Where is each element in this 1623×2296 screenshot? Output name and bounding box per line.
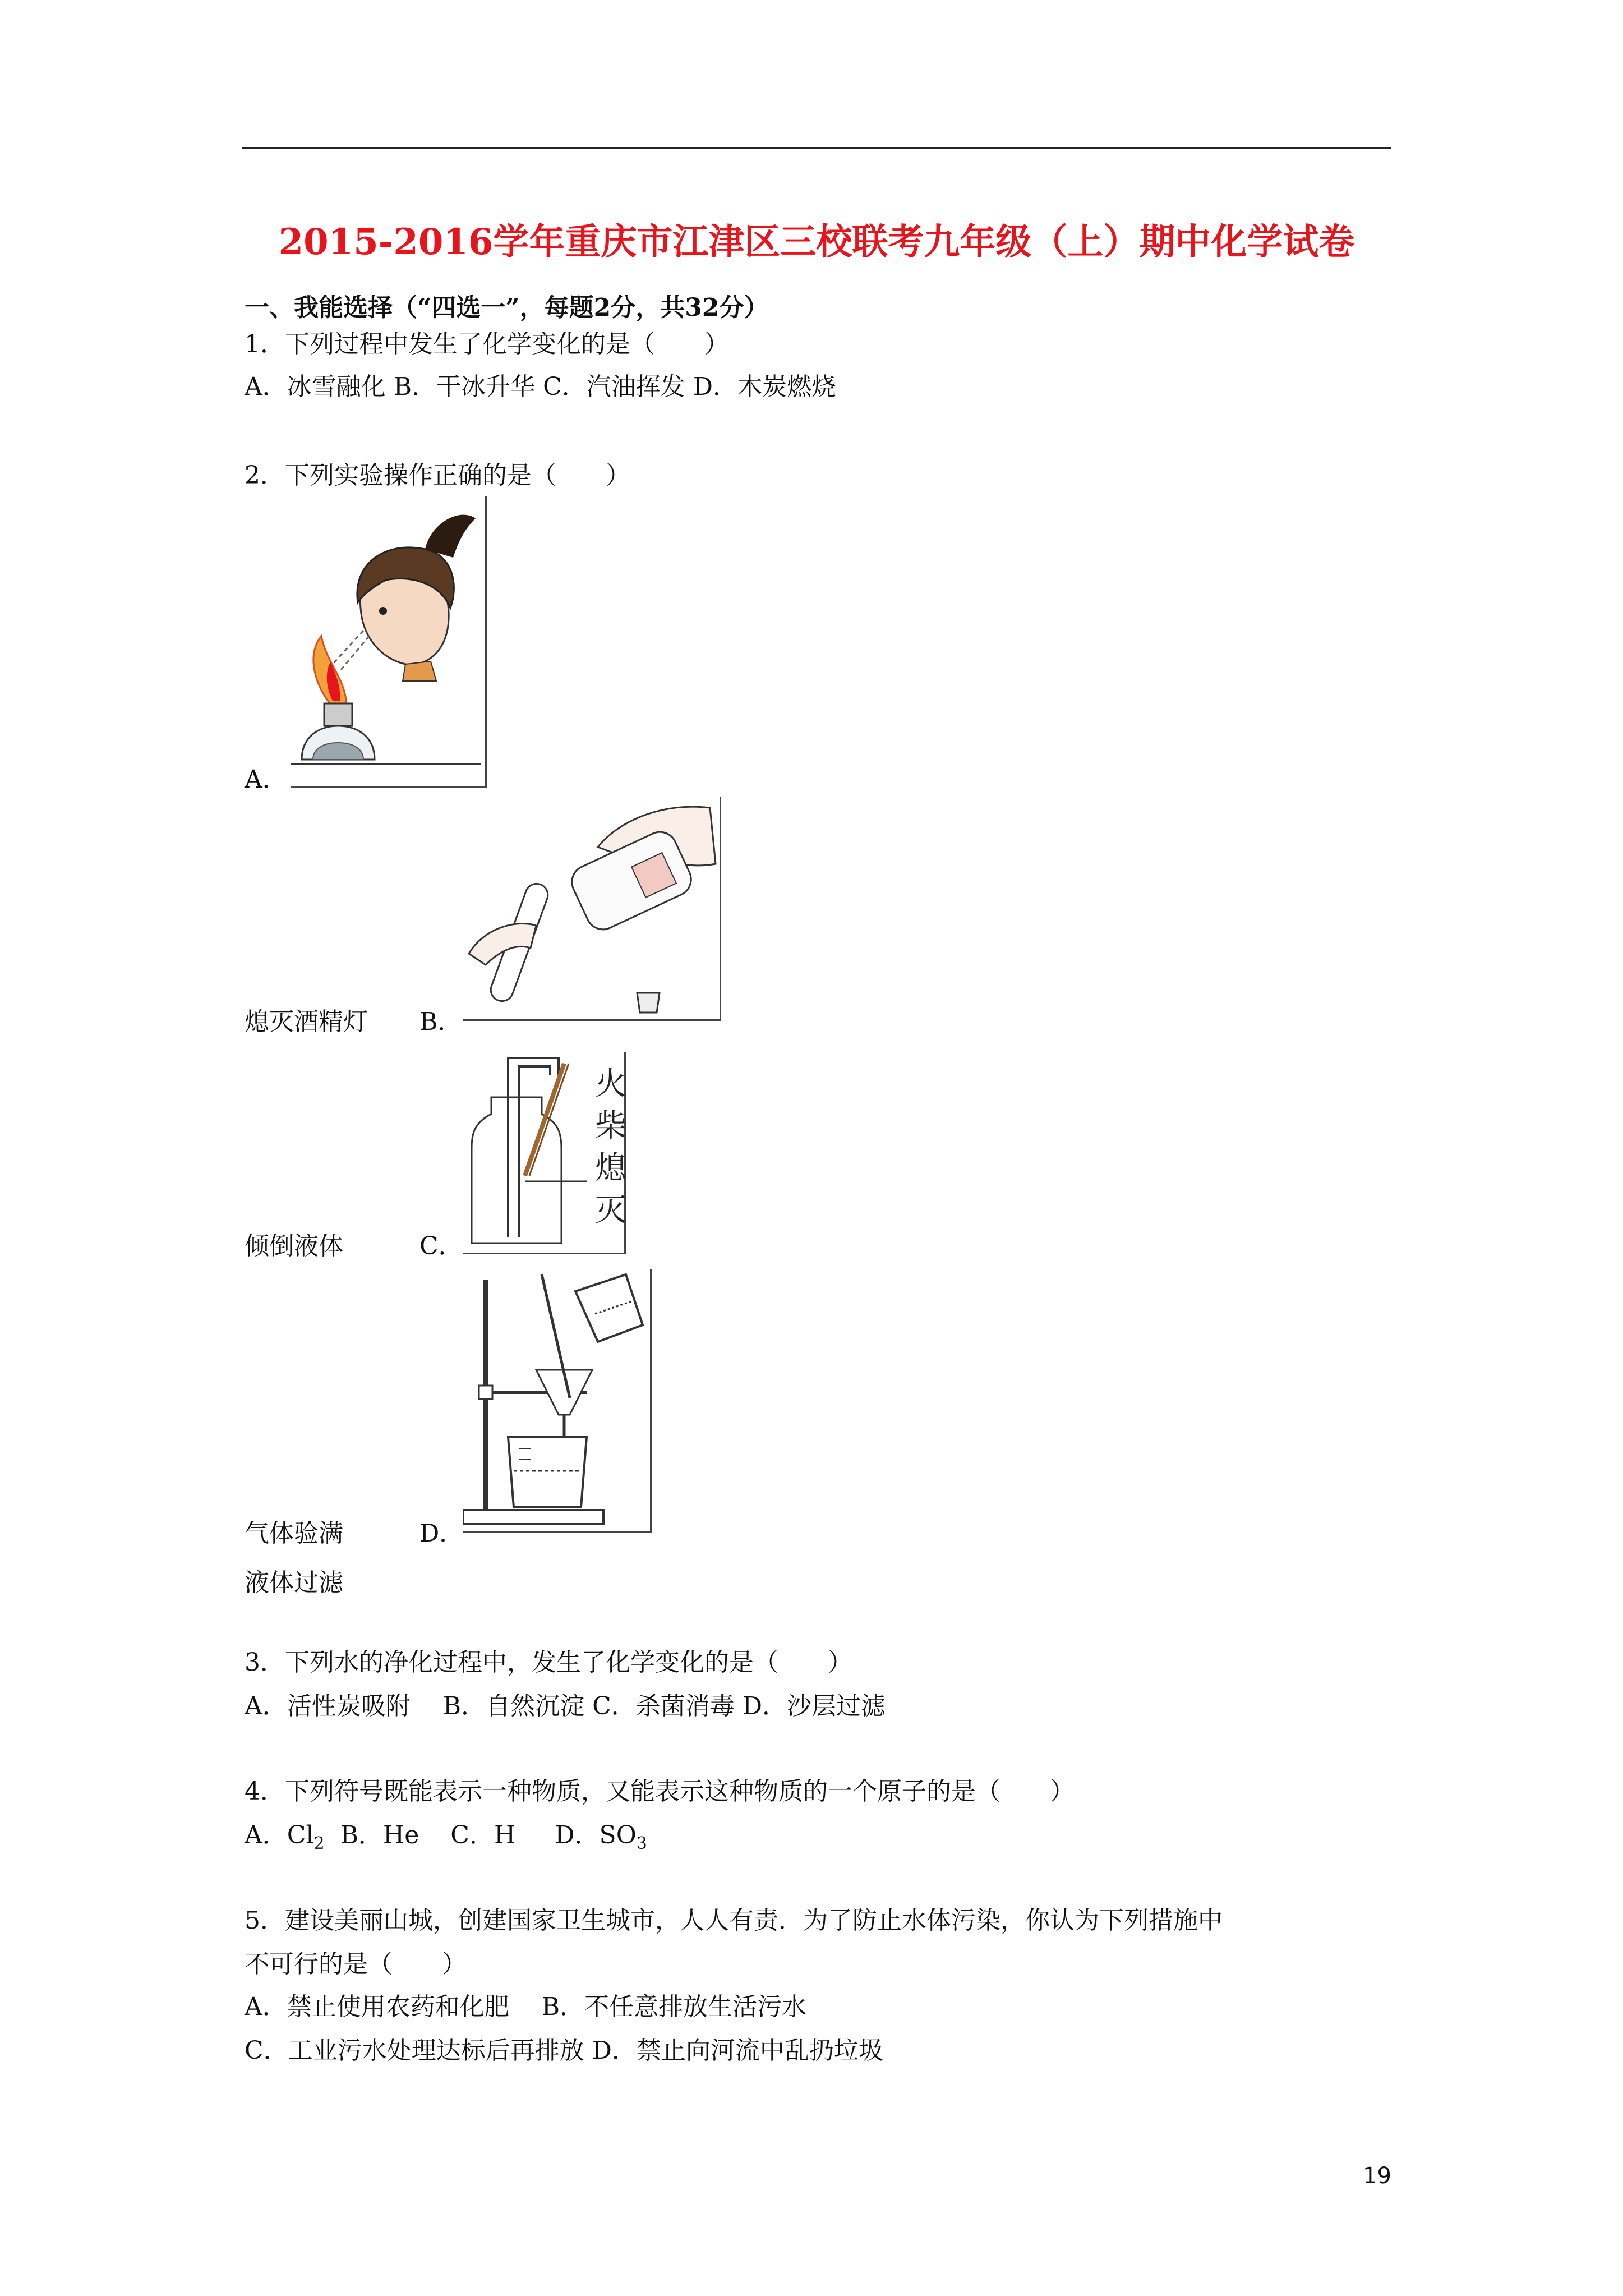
- section-heading: 一、我能选择（“四选一”，每题2分，共32分）: [245, 293, 769, 322]
- option-c-caption: 气体验满: [245, 1519, 343, 1548]
- option-b-label: B．: [419, 1007, 463, 1036]
- question-1-options: A．冰雪融化 B．干冰升华 C．汽油挥发 D．木炭燃烧: [245, 372, 837, 401]
- question-5-stem-line1: 5．建设美丽山城，创建国家卫生城市，人人有责．为了防止水体污染，你认为下列措施中: [245, 1906, 1223, 1935]
- page-title: 2015-2016学年重庆市江津区三校联考九年级（上）期中化学试卷: [278, 221, 1355, 263]
- page-number: 19: [1363, 2163, 1391, 2189]
- figure-a-alcohol-lamp: [291, 496, 487, 788]
- option-a-label: A．: [245, 765, 287, 794]
- question-4-stem: 4．下列符号既能表示一种物质，又能表示这种物质的一个原子的是（ ）: [245, 1777, 1075, 1806]
- option-d-caption: 液体过滤: [245, 1568, 343, 1597]
- question-5-stem-line2: 不可行的是（ ）: [245, 1950, 467, 1978]
- question-4-option-d: D．SO: [555, 1821, 637, 1849]
- figure-d-filtration: [463, 1269, 652, 1533]
- figure-c-char-3: 熄: [595, 1150, 626, 1186]
- filtration-illustration: [463, 1269, 652, 1533]
- option-b-caption: 倾倒液体: [245, 1232, 343, 1260]
- option-c-label: C．: [419, 1232, 463, 1260]
- question-1-stem: 1．下列过程中发生了化学变化的是（ ）: [245, 330, 729, 358]
- pouring-liquid-illustration: [463, 797, 721, 1021]
- question-4-options: [245, 1823, 647, 1852]
- header-rule: [242, 147, 1391, 149]
- question-2-stem: 2．下列实验操作正确的是（ ）: [245, 461, 630, 490]
- option-d-subscript: 3: [636, 1834, 647, 1853]
- figure-c-char-1: 火: [595, 1066, 626, 1102]
- figure-b-pouring-liquid: [463, 797, 721, 1021]
- question-5-options-line1: A．禁止使用农药和化肥 B．不任意排放生活污水: [245, 1993, 807, 2021]
- question-4-option-c: C．H: [450, 1821, 516, 1849]
- question-3-stem: 3．下列水的净化过程中，发生了化学变化的是（ ）: [245, 1648, 852, 1677]
- blowing-lamp-illustration: [291, 496, 487, 788]
- question-5-options-line2: C．工业污水处理达标后再排放 D．禁止向河流中乱扔垃圾: [245, 2036, 883, 2065]
- option-a-caption: 熄灭酒精灯: [245, 1007, 368, 1036]
- figure-c-char-2: 柴: [595, 1108, 626, 1144]
- gas-test-illustration: [463, 1052, 626, 1254]
- figure-c-char-4: 灭: [595, 1192, 626, 1228]
- option-d-label: D．: [419, 1519, 464, 1548]
- question-3-options: A．活性炭吸附 B．自然沉淀 C．杀菌消毒 D．沙层过滤: [245, 1692, 886, 1720]
- figure-c-gas-test: [463, 1052, 626, 1254]
- option-a-subscript: 2: [313, 1834, 325, 1853]
- question-4-option-a: A．Cl: [245, 1821, 314, 1849]
- question-4-option-b: B．He: [340, 1821, 419, 1849]
